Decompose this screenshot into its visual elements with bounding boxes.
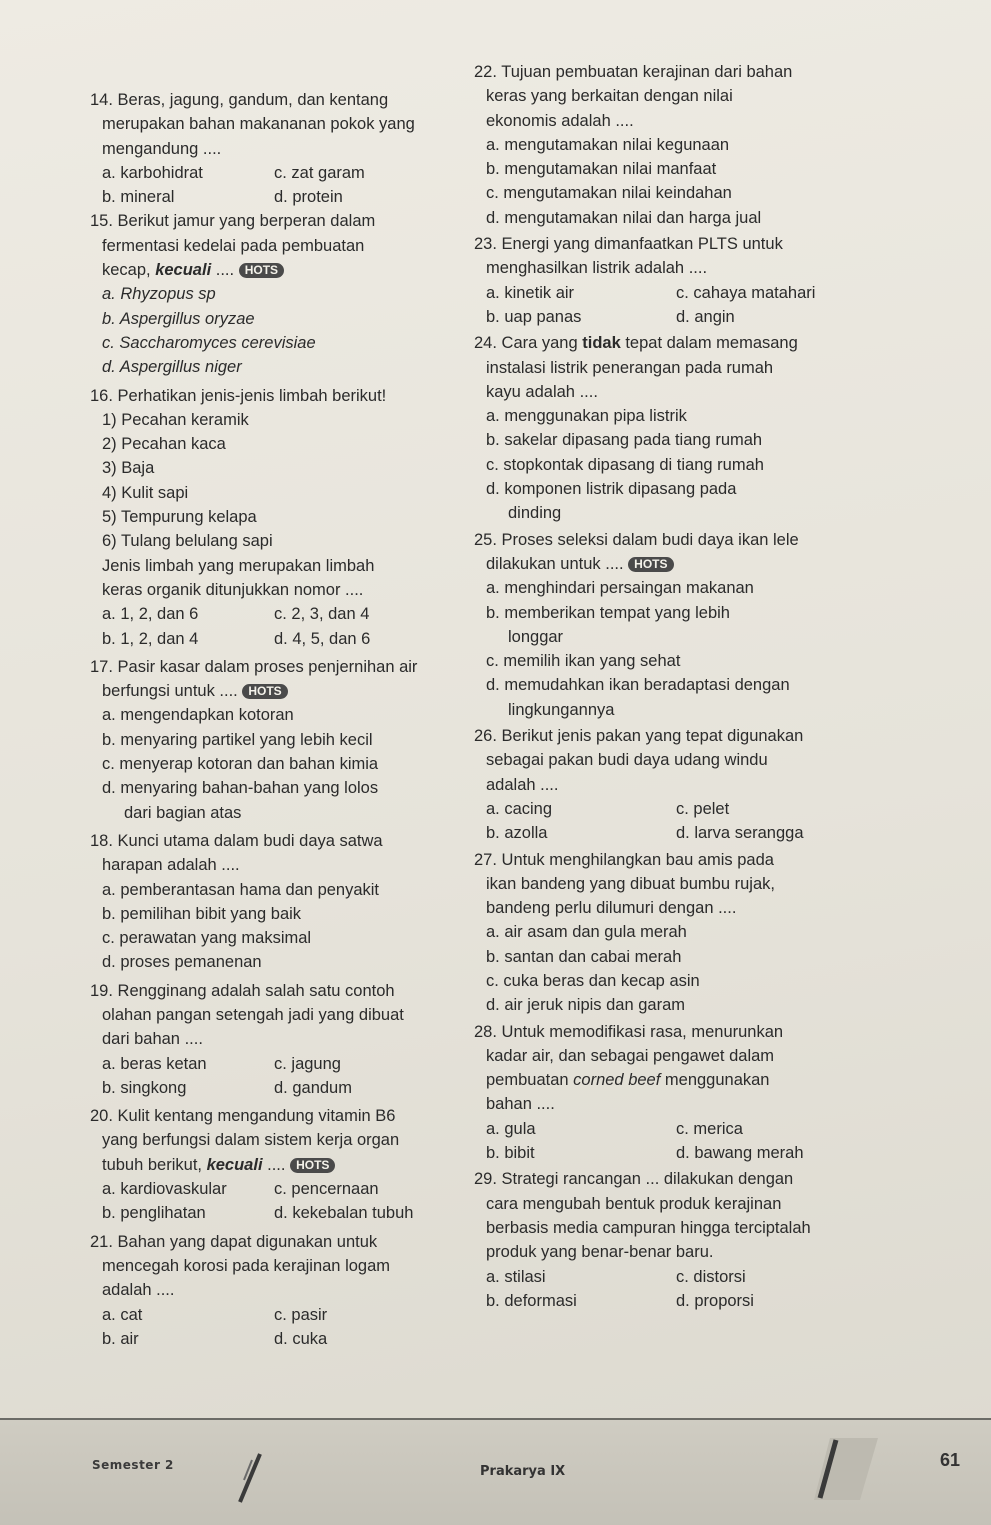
option-b[interactable]: b. deformasi [486, 1291, 577, 1310]
option-a[interactable]: a. menghindari persaingan makanan [486, 579, 754, 598]
option-d[interactable]: d. kekebalan tubuh [274, 1204, 414, 1223]
option-b[interactable]: b. 1, 2, dan 4 [102, 629, 199, 648]
option-d[interactable]: d. menyaring bahan-bahan yang lolos [102, 779, 379, 798]
question-number: 26. [474, 727, 497, 746]
question-19: 19. Rengginang adalah salah satu contoh olahan pangan setengah jadi yang dibuat dari bahan .... a. beras ketan c. jagung b. singkong d. gandum [90, 979, 480, 1100]
option-a[interactable]: a. cat [102, 1305, 143, 1324]
hots-badge: HOTS [628, 557, 673, 572]
option-b[interactable]: b. uap panas [486, 307, 582, 326]
hots-badge: HOTS [242, 684, 287, 699]
option-d[interactable]: d. proporsi [676, 1291, 754, 1310]
page-number: 61 [940, 1450, 961, 1470]
option-d[interactable]: d. bawang merah [676, 1144, 804, 1163]
option-a[interactable]: a. beras ketan [102, 1054, 207, 1073]
question-28: 28. Untuk memodifikasi rasa, menurunkan kadar air, dan sebagai pengawet dalam pembuatan corned beef menggunakan bahan .... a. gula c. merica b. bibit d. bawang merah [474, 1020, 924, 1166]
option-c[interactable]: c. zat garam [274, 163, 365, 182]
question-16: 16. Perhatikan jenis-jenis limbah berikut! 1) Pecahan keramik 2) Pecahan kaca 3) Baja 4) Kulit sapi 5) Tempurung kelapa 6) Tulang belulang sapi Jenis limbah yang merupakan limbah keras organik ditunjukkan nomor .... a. 1, 2, dan 6 c. 2, 3, dan 4 b. 1, 2, dan 4 d. 4, 5, dan 6 [90, 384, 480, 651]
option-c[interactable]: c. merica [676, 1119, 743, 1138]
list-item: 1) Pecahan keramik [102, 410, 249, 429]
option-a[interactable]: a. cacing [486, 799, 553, 818]
option-a[interactable]: a. mengendapkan kotoran [102, 706, 294, 725]
question-26: 26. Berikut jenis pakan yang tepat digunakan sebagai pakan budi daya udang windu adalah .... a. cacing c. pelet b. azolla d. larva serangga [474, 724, 924, 845]
question-number: 16. [90, 386, 113, 405]
option-d[interactable]: d. cuka [274, 1329, 328, 1348]
option-b[interactable]: b. mineral [102, 188, 175, 207]
question-number: 21. [90, 1232, 113, 1251]
option-b[interactable]: b. air [102, 1329, 139, 1348]
question-25: 25. Proses seleksi dalam budi daya ikan lele dilakukan untuk .... HOTS a. menghindari persaingan makanan b. memberikan tempat yang lebih longgar c. memilih ikan yang sehat d. memudahkan ikan beradaptasi dengan lingkungannya [474, 528, 924, 722]
option-b[interactable]: b. menyaring partikel yang lebih kecil [102, 730, 373, 749]
option-b[interactable]: b. Aspergillus oryzae [102, 309, 255, 328]
question-number: 23. [474, 235, 497, 254]
question-number: 17. [90, 657, 113, 676]
question-number: 25. [474, 530, 497, 549]
question-18: 18. Kunci utama dalam budi daya satwa harapan adalah .... a. pemberantasan hama dan penyakit b. pemilihan bibit yang baik c. perawatan yang maksimal d. proses pemanenan [90, 829, 480, 975]
option-a[interactable]: a. kardiovaskular [102, 1180, 227, 1199]
option-d[interactable]: d. larva serangga [676, 824, 804, 843]
option-c[interactable]: c. memilih ikan yang sehat [486, 652, 681, 671]
question-24: 24. Cara yang tidak tepat dalam memasang instalasi listrik penerangan pada rumah kayu adalah .... a. menggunakan pipa listrik b. sakelar dipasang pada tiang rumah c. stopkontak dipasang di tiang rumah d. komponen listrik dipasang pada dinding [474, 331, 924, 525]
question-number: 20. [90, 1107, 113, 1126]
left-column [90, 88, 480, 1351]
option-d[interactable]: d. komponen listrik dipasang pada [486, 480, 737, 499]
option-b[interactable]: b. memberikan tempat yang lebih [486, 603, 730, 622]
option-b[interactable]: b. mengutamakan nilai manfaat [486, 160, 717, 179]
option-d[interactable]: d. mengutamakan nilai dan harga jual [486, 208, 762, 227]
option-c[interactable]: c. pelet [676, 799, 730, 818]
question-29: 29. Strategi rancangan ... dilakukan dengan cara mengubah bentuk produk kerajinan berbasis media campuran hingga terciptalah produk yang benar-benar baru. a. stilasi c. distorsi b. deformasi d. proporsi [474, 1167, 924, 1313]
option-c[interactable]: c. cahaya matahari [676, 283, 816, 302]
option-c[interactable]: c. pasir [274, 1305, 328, 1324]
decorative-stroke-icon [810, 1432, 880, 1502]
option-d[interactable]: d. gandum [274, 1078, 352, 1097]
list-item: 6) Tulang belulang sapi [102, 532, 273, 551]
option-b[interactable]: b. bibit [486, 1144, 535, 1163]
option-b[interactable]: b. singkong [102, 1078, 187, 1097]
option-c[interactable]: c. distorsi [676, 1267, 746, 1286]
option-c[interactable]: c. pencernaan [274, 1180, 379, 1199]
option-d[interactable]: d. proses pemanenan [102, 953, 262, 972]
question-22: 22. Tujuan pembuatan kerajinan dari bahan keras yang berkaitan dengan nilai ekonomis adalah .... a. mengutamakan nilai kegunaan b. mengutamakan nilai manfaat c. mengutamakan nilai keindahan d. mengutamakan nilai dan harga jual [474, 60, 924, 230]
option-a[interactable]: a. air asam dan gula merah [486, 923, 687, 942]
option-a[interactable]: a. menggunakan pipa listrik [486, 407, 687, 426]
list-item: 2) Pecahan kaca [102, 435, 226, 454]
question-20: 20. Kulit kentang mengandung vitamin B6 yang berfungsi dalam sistem kerja organ tubuh berikut, kecuali .... HOTS a. kardiovaskular c. pencernaan b. penglihatan d. kekebalan tubuh [90, 1104, 480, 1225]
question-number: 14. [90, 91, 113, 109]
question-number: 24. [474, 334, 497, 353]
option-c[interactable]: c. Saccharomyces cerevisiae [102, 333, 316, 352]
footer-subject: Prakarya IX [480, 1464, 566, 1479]
option-a[interactable]: a. Rhyzopus sp [102, 285, 216, 304]
list-item: 5) Tempurung kelapa [102, 508, 257, 527]
question-14: 14. Beras, jagung, gandum, dan kentang merupakan bahan makananan pokok yang mengandung .... a. karbohidrat c. zat garam b. mineral d. protein [90, 88, 480, 209]
option-b[interactable]: b. penglihatan [102, 1204, 206, 1223]
question-17: 17. Pasir kasar dalam proses penjernihan air berfungsi untuk .... HOTS a. mengendapkan kotoran b. menyaring partikel yang lebih kecil c. menyerap kotoran dan bahan kimia d. menyaring bahan-bahan yang lolos dari bagian atas [90, 655, 480, 825]
decorative-stroke-icon [230, 1450, 270, 1505]
option-d[interactable]: d. memudahkan ikan beradaptasi dengan [486, 676, 790, 695]
option-b[interactable]: b. sakelar dipasang pada tiang rumah [486, 431, 763, 450]
list-item: 3) Baja [102, 459, 155, 478]
question-23: 23. Energi yang dimanfaatkan PLTS untuk menghasilkan listrik adalah .... a. kinetik air c. cahaya matahari b. uap panas d. angin [474, 232, 924, 329]
question-number: 22. [474, 63, 497, 81]
question-21: 21. Bahan yang dapat digunakan untuk mencegah korosi pada kerajinan logam adalah .... a. cat c. pasir b. air d. cuka [90, 1230, 480, 1351]
option-b[interactable]: b. pemilihan bibit yang baik [102, 904, 302, 923]
option-d[interactable]: d. 4, 5, dan 6 [274, 629, 371, 648]
option-d[interactable]: d. Aspergillus niger [102, 358, 242, 377]
option-c[interactable]: c. cuka beras dan kecap asin [486, 971, 700, 990]
option-c[interactable]: c. perawatan yang maksimal [102, 929, 312, 948]
option-a[interactable]: a. stilasi [486, 1267, 546, 1286]
option-c[interactable]: c. jagung [274, 1054, 341, 1073]
footer-semester: Semester 2 [92, 1458, 174, 1472]
option-a[interactable]: a. mengutamakan nilai kegunaan [486, 135, 730, 154]
option-c[interactable]: c. menyerap kotoran dan bahan kimia [102, 755, 379, 774]
question-number: 29. [474, 1170, 497, 1189]
option-d[interactable]: d. air jeruk nipis dan garam [486, 996, 686, 1015]
option-d[interactable]: d. protein [274, 188, 343, 207]
option-c[interactable]: c. stopkontak dipasang di tiang rumah [486, 455, 764, 474]
question-number: 15. [90, 212, 113, 231]
option-c[interactable]: c. mengutamakan nilai keindahan [486, 184, 732, 203]
option-c[interactable]: c. 2, 3, dan 4 [274, 605, 370, 624]
option-b[interactable]: b. azolla [486, 824, 548, 843]
option-a[interactable]: a. 1, 2, dan 6 [102, 605, 199, 624]
option-a[interactable]: a. karbohidrat [102, 163, 203, 182]
hots-badge: HOTS [239, 263, 284, 278]
option-a[interactable]: a. kinetik air [486, 283, 575, 302]
question-27: 27. Untuk menghilangkan bau amis pada ikan bandeng yang dibuat bumbu rujak, bandeng perlu dilumuri dengan .... a. air asam dan gula merah b. santan dan cabai merah c. cuka beras dan kecap asin d. air jeruk nipis dan garam [474, 848, 924, 1018]
hots-badge: HOTS [290, 1158, 335, 1173]
option-d[interactable]: d. angin [676, 307, 735, 326]
option-a[interactable]: a. pemberantasan hama dan penyakit [102, 880, 380, 899]
question-number: 27. [474, 850, 497, 869]
question-number: 19. [90, 981, 113, 1000]
question-number: 28. [474, 1022, 497, 1041]
option-a[interactable]: a. gula [486, 1119, 536, 1138]
question-15: 15. Berikut jamur yang berperan dalam fermentasi kedelai pada pembuatan kecap, kecuali .... HOTS a. Rhyzopus sp b. Aspergillus oryzae c. Saccharomyces cerevisiae d. Aspergillus niger [90, 209, 480, 379]
list-item: 4) Kulit sapi [102, 483, 189, 502]
option-b[interactable]: b. santan dan cabai merah [486, 947, 682, 966]
right-column [474, 60, 924, 1313]
question-number: 18. [90, 831, 113, 850]
